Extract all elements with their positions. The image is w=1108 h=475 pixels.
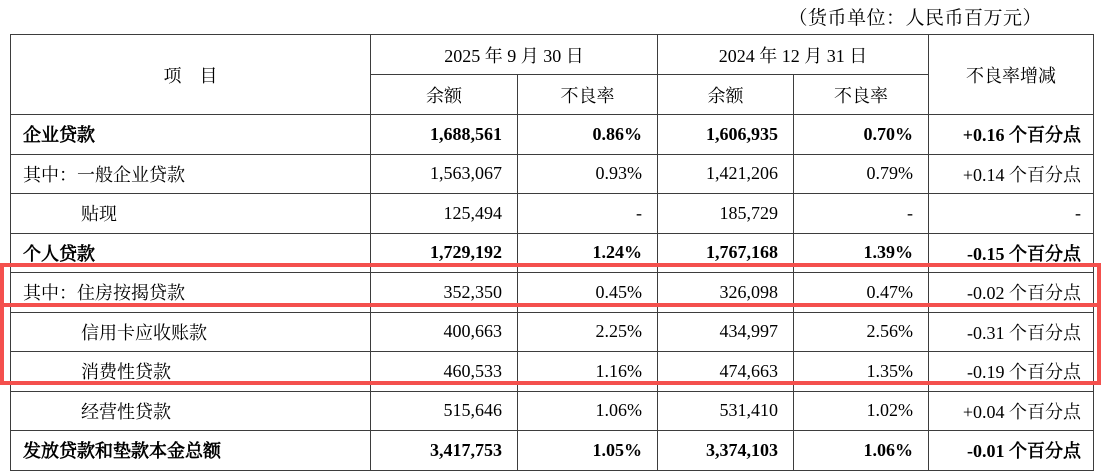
header-item: 项 目 bbox=[11, 35, 371, 115]
balance-2025-cell: 515,646 bbox=[371, 391, 518, 431]
item-cell: 企业贷款 bbox=[11, 115, 371, 155]
header-npl-2024: 不良率 bbox=[794, 75, 929, 115]
npl-2025-cell: 1.24% bbox=[518, 233, 658, 273]
table-row-business-loans bbox=[11, 391, 1094, 431]
npl-change-cell: - bbox=[929, 194, 1094, 234]
npl-change-cell: +0.14 个百分点 bbox=[929, 154, 1094, 194]
npl-change-cell: +0.16 个百分点 bbox=[929, 115, 1094, 155]
table-row-housing-mortgage-loans bbox=[11, 273, 1094, 313]
balance-2024-cell: 1,606,935 bbox=[658, 115, 794, 155]
npl-2024-cell: 2.56% bbox=[794, 312, 929, 352]
npl-2024-cell: 0.79% bbox=[794, 154, 929, 194]
balance-2025-cell: 1,688,561 bbox=[371, 115, 518, 155]
table-row-credit-card-receivables bbox=[11, 312, 1094, 352]
item-cell: 个人贷款 bbox=[11, 233, 371, 273]
npl-2024-cell: 0.47% bbox=[794, 273, 929, 313]
npl-2025-cell: 2.25% bbox=[518, 312, 658, 352]
currency-unit-caption: （货币单位：人民币百万元） bbox=[788, 8, 1042, 29]
table-row-consumer-loans bbox=[11, 352, 1094, 392]
header-date-2025: 2025 年 9 月 30 日 bbox=[371, 35, 658, 75]
balance-2024-cell: 185,729 bbox=[658, 194, 794, 234]
header-balance-2025: 余额 bbox=[371, 75, 518, 115]
balance-2024-cell: 474,663 bbox=[658, 352, 794, 392]
npl-2024-cell: 1.06% bbox=[794, 431, 929, 471]
item-cell: 经营性贷款 bbox=[11, 391, 371, 431]
item-cell: 信用卡应收账款 bbox=[11, 312, 371, 352]
balance-2025-cell: 352,350 bbox=[371, 273, 518, 313]
header-balance-2024: 余额 bbox=[658, 75, 794, 115]
table-row-corporate-loans bbox=[11, 115, 1094, 155]
header-npl-change: 不良率增减 bbox=[929, 35, 1094, 115]
balance-2024-cell: 326,098 bbox=[658, 273, 794, 313]
npl-2024-cell: 1.02% bbox=[794, 391, 929, 431]
table-row-total-loans-and-advances bbox=[11, 431, 1094, 471]
item-cell: 贴现 bbox=[11, 194, 371, 234]
item-cell: 其中：一般企业贷款 bbox=[11, 154, 371, 194]
balance-2024-cell: 1,767,168 bbox=[658, 233, 794, 273]
npl-change-cell: -0.02 个百分点 bbox=[929, 273, 1094, 313]
balance-2025-cell: 1,729,192 bbox=[371, 233, 518, 273]
balance-2025-cell: 1,563,067 bbox=[371, 154, 518, 194]
npl-change-cell: +0.04 个百分点 bbox=[929, 391, 1094, 431]
npl-2025-cell: 1.16% bbox=[518, 352, 658, 392]
balance-2024-cell: 531,410 bbox=[658, 391, 794, 431]
table-row-discounted-bills bbox=[11, 194, 1094, 234]
table-row-general-corporate-loans bbox=[11, 154, 1094, 194]
item-cell: 其中：住房按揭贷款 bbox=[11, 273, 371, 313]
npl-change-cell: -0.15 个百分点 bbox=[929, 233, 1094, 273]
balance-2024-cell: 434,997 bbox=[658, 312, 794, 352]
header-date-2024: 2024 年 12 月 31 日 bbox=[658, 35, 929, 75]
header-npl-2025: 不良率 bbox=[518, 75, 658, 115]
table-row-personal-loans bbox=[11, 233, 1094, 273]
npl-2025-cell: 1.06% bbox=[518, 391, 658, 431]
table-header bbox=[11, 35, 1094, 115]
npl-2024-cell: - bbox=[794, 194, 929, 234]
npl-2024-cell: 0.70% bbox=[794, 115, 929, 155]
loan-quality-table bbox=[10, 34, 1094, 471]
npl-2024-cell: 1.35% bbox=[794, 352, 929, 392]
balance-2025-cell: 460,533 bbox=[371, 352, 518, 392]
npl-change-cell: -0.01 个百分点 bbox=[929, 431, 1094, 471]
npl-change-cell: -0.31 个百分点 bbox=[929, 312, 1094, 352]
balance-2025-cell: 400,663 bbox=[371, 312, 518, 352]
balance-2025-cell: 3,417,753 bbox=[371, 431, 518, 471]
npl-2025-cell: - bbox=[518, 194, 658, 234]
balance-2024-cell: 3,374,103 bbox=[658, 431, 794, 471]
balance-2025-cell: 125,494 bbox=[371, 194, 518, 234]
npl-change-cell: -0.19 个百分点 bbox=[929, 352, 1094, 392]
npl-2025-cell: 0.45% bbox=[518, 273, 658, 313]
npl-2024-cell: 1.39% bbox=[794, 233, 929, 273]
npl-2025-cell: 0.86% bbox=[518, 115, 658, 155]
npl-2025-cell: 0.93% bbox=[518, 154, 658, 194]
item-cell: 消费性贷款 bbox=[11, 352, 371, 392]
balance-2024-cell: 1,421,206 bbox=[658, 154, 794, 194]
item-cell: 发放贷款和垫款本金总额 bbox=[11, 431, 371, 471]
npl-2025-cell: 1.05% bbox=[518, 431, 658, 471]
